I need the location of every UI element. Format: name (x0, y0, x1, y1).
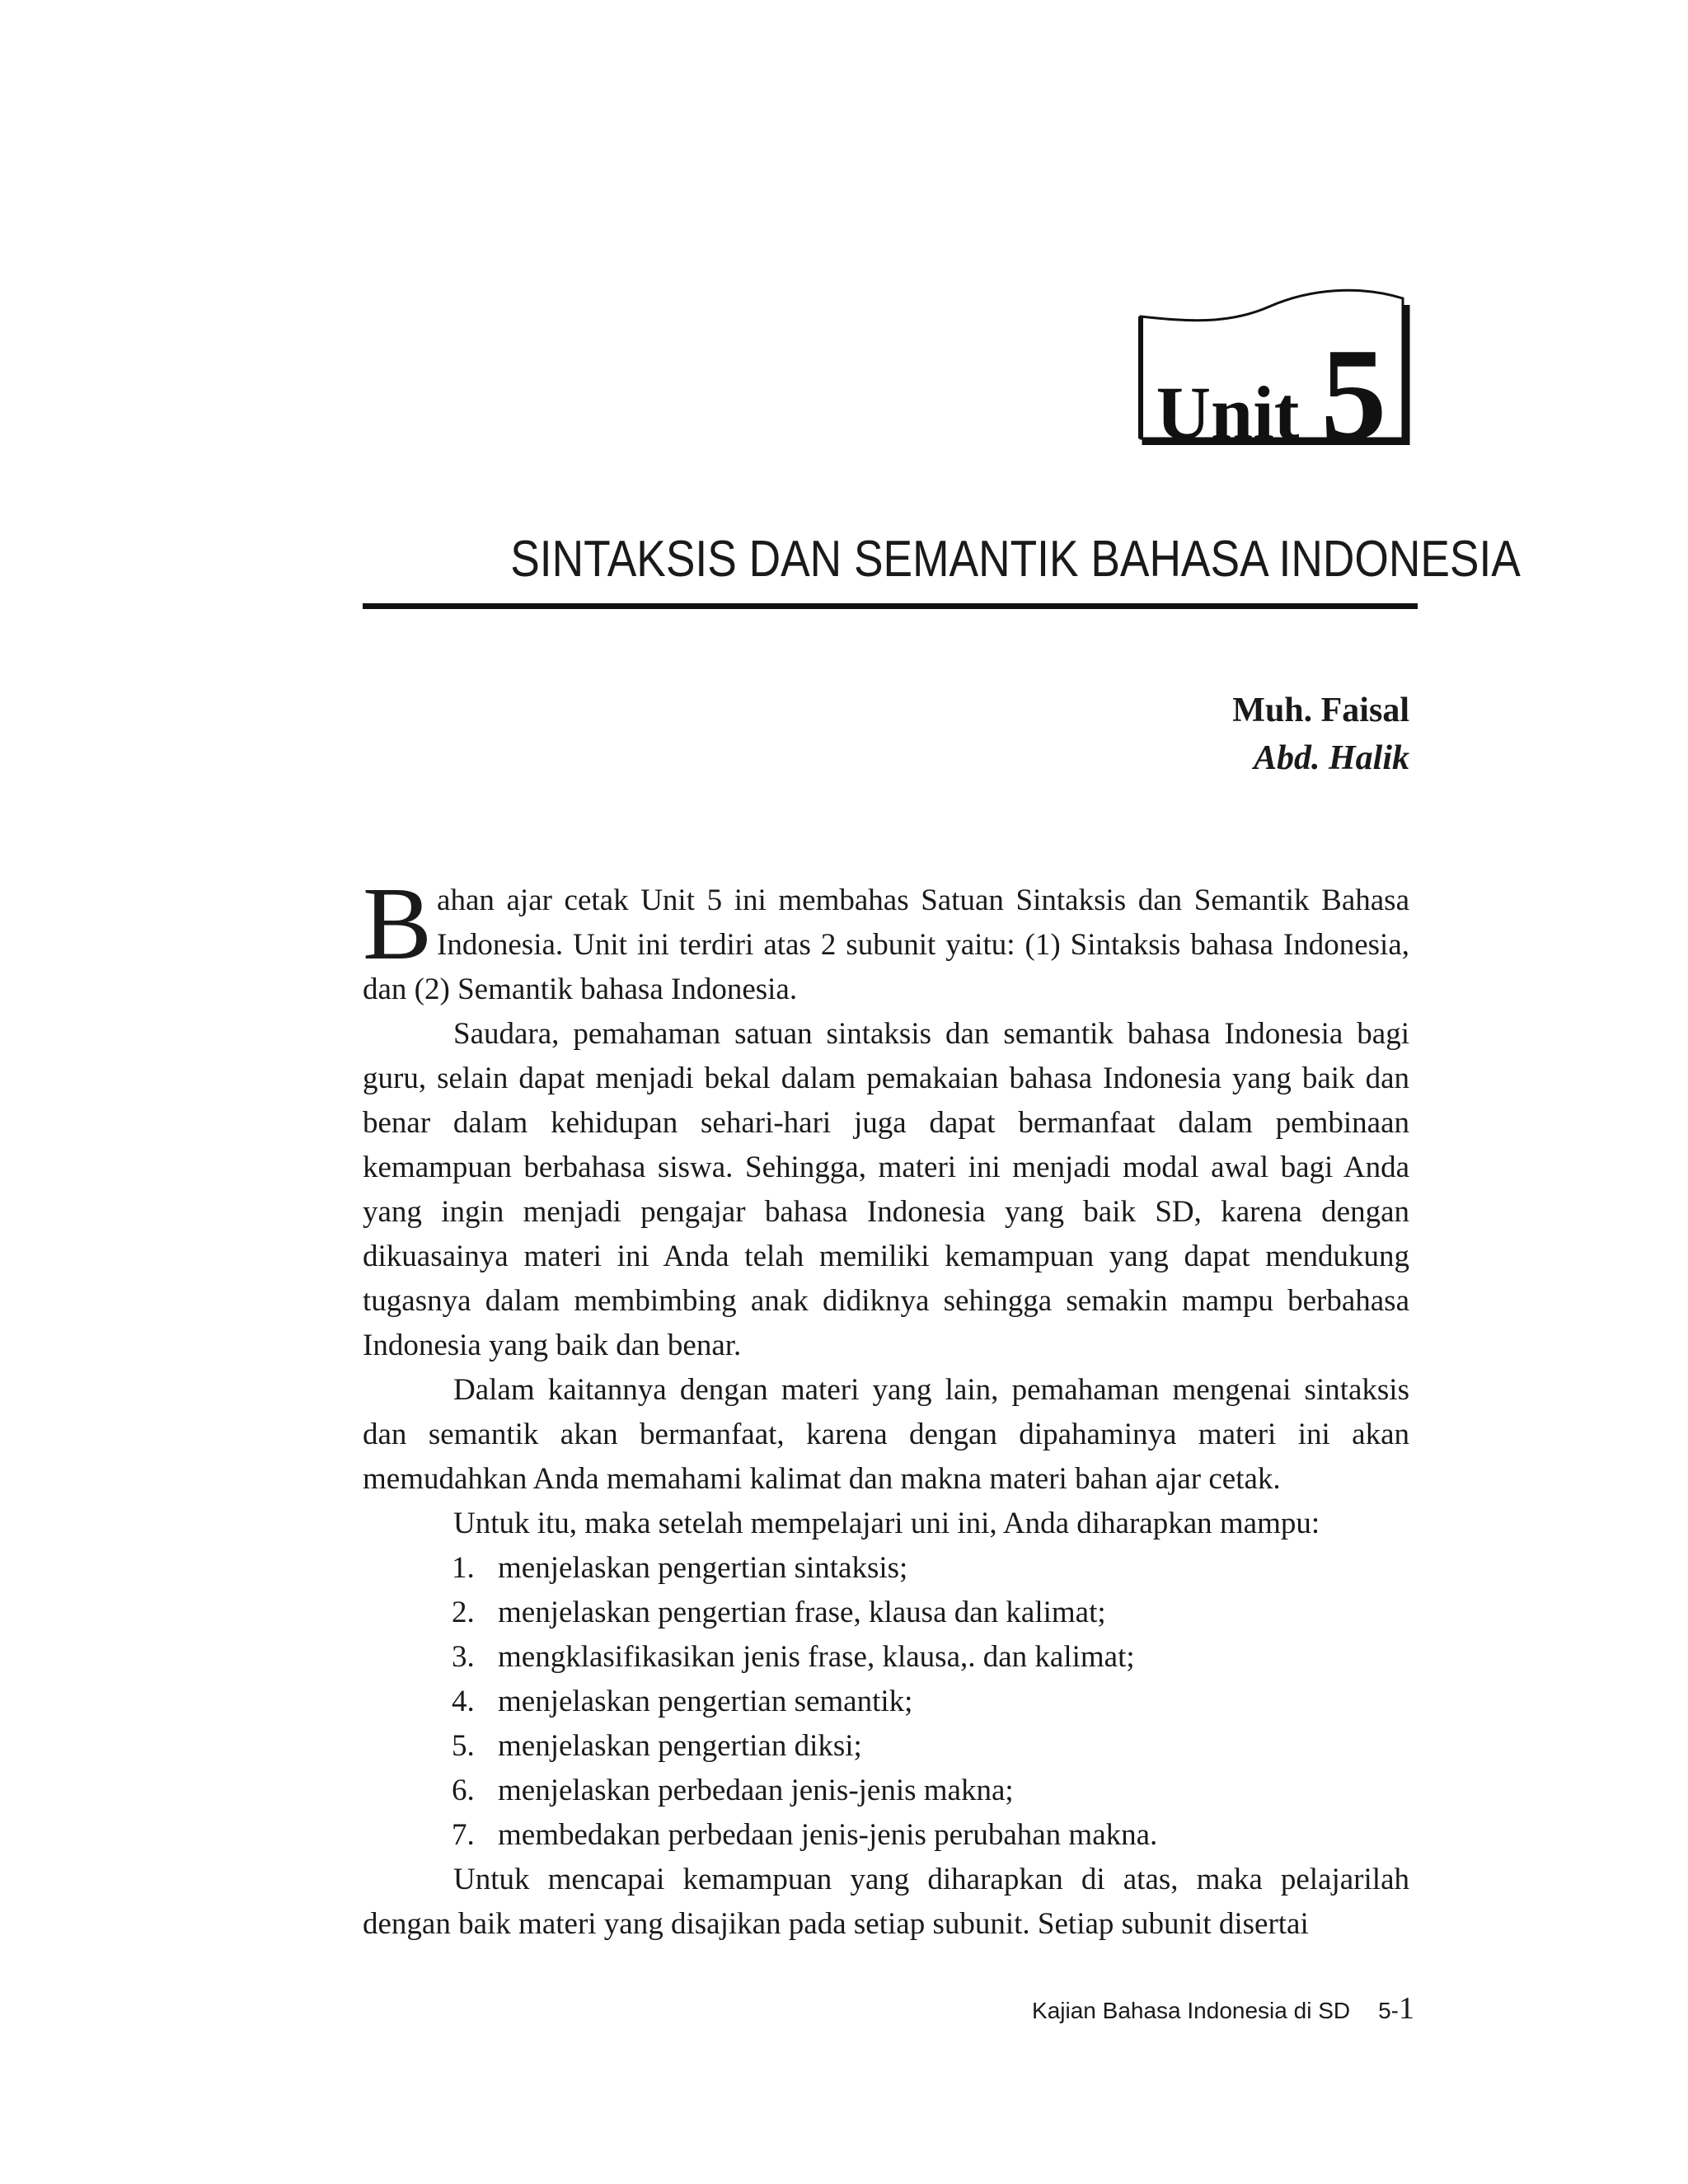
unit-number: 5 (1320, 321, 1387, 467)
footer-page-number: 1 (1399, 1991, 1414, 2026)
list-text: menjelaskan pengertian sintaksis; (498, 1551, 908, 1585)
unit-label (1137, 321, 1405, 467)
paragraph: Dalam kaitannya dengan materi yang lain, pemahaman mengenai sintaksis dan semantik akan bermanfaat, karena dengan dipahaminya materi ini akan memudahkan Anda memahami kalimat dan makna materi bahan ajar cetak. (363, 1373, 1409, 1496)
body-text (363, 867, 1409, 1947)
list-item (452, 1769, 1409, 1813)
list-number: 3. (452, 1640, 475, 1674)
list-text: menjelaskan perbedaan jenis-jenis makna; (498, 1774, 1014, 1807)
objectives-intro: Untuk itu, maka setelah mempelajari uni ini, Anda diharapkan mampu: (453, 1507, 1320, 1540)
list-number: 7. (452, 1818, 475, 1852)
list-text: mengklasifikasikan jenis frase, klausa,. dan kalimat; (498, 1640, 1135, 1674)
unit-badge (1137, 288, 1414, 467)
list-number: 1. (452, 1551, 475, 1585)
paragraph: Saudara, pemahaman satuan sintaksis dan semantik bahasa Indonesia bagi guru, selain dapat menjadi bekal dalam pemakaian bahasa Indonesia yang baik dan benar dalam kehidupan sehari-hari juga dapat bermanfaat dalam pembinaan kemampuan berbahasa siswa. Sehingga, materi ini menjadi modal awal bagi Anda yang ingin menjadi pengajar bahasa Indonesia yang baik SD, karena dengan dikuasainya materi ini Anda telah memiliki kemampuan yang dapat mendukung tugasnya dalam membimbing anak didiknya sehingga semakin mampu berbahasa Indonesia yang baik dan benar. (363, 1017, 1409, 1362)
list-number: 4. (452, 1685, 475, 1718)
title-underline (363, 603, 1418, 609)
intro-paragraph (363, 867, 1409, 1012)
chapter-title: SINTAKSIS DAN SEMANTIK BAHASA INDONESIA (510, 531, 1521, 588)
author-primary: Muh. Faisal (1232, 691, 1409, 729)
list-text: menjelaskan pengertian frase, klausa dan kalimat; (498, 1596, 1106, 1629)
footer-page-prefix: 5- (1378, 1998, 1399, 2023)
list-number: 5. (452, 1729, 475, 1763)
drop-cap: B (363, 867, 433, 982)
list-number: 6. (452, 1774, 475, 1807)
objectives-list (363, 1546, 1409, 1858)
list-item (452, 1591, 1409, 1635)
list-number: 2. (452, 1596, 475, 1629)
footer-book-title: Kajian Bahasa Indonesia di SD (1032, 1998, 1351, 2023)
unit-word: Unit (1156, 371, 1300, 455)
list-item (452, 1635, 1409, 1680)
list-text: menjelaskan pengertian diksi; (498, 1729, 862, 1763)
list-item (452, 1813, 1409, 1858)
list-text: membedakan perbedaan jenis-jenis perubahan makna. (498, 1818, 1158, 1852)
intro-text: ahan ajar cetak Unit 5 ini membahas Satuan Sintaksis dan Semantik Bahasa Indonesia. Unit ini terdiri atas 2 subunit yaitu: (1) Sintaksis bahasa Indonesia, dan (2) Semantik bahasa Indonesia. (363, 883, 1409, 1006)
page-footer (1032, 1990, 1414, 2027)
author-secondary: Abd. Halik (1253, 739, 1409, 777)
list-item (452, 1546, 1409, 1591)
closing-paragraph: Untuk mencapai kemampuan yang diharapkan di atas, maka pelajarilah dengan baik materi yang disajikan pada setiap subunit. Setiap subunit disertai (363, 1863, 1409, 1941)
list-text: menjelaskan pengertian semantik; (498, 1685, 913, 1718)
list-item (452, 1680, 1409, 1724)
list-item (452, 1724, 1409, 1769)
